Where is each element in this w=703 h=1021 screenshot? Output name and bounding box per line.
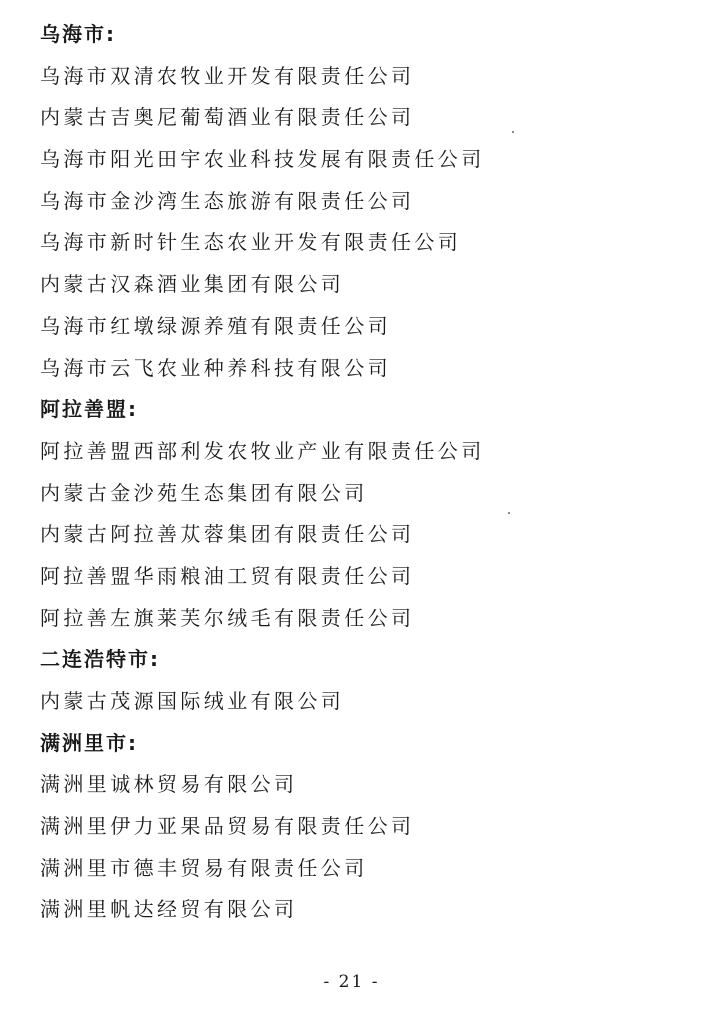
list-item: 内蒙古汉森酒业集团有限公司 [40, 272, 345, 297]
company-list [40, 14, 680, 931]
list-item: 乌海市云飞农业种养科技有限公司 [40, 355, 391, 380]
list-item: 阿拉善盟华雨粮油工贸有限责任公司 [40, 563, 415, 588]
list-item: 乌海市新时针生态农业开发有限责任公司 [40, 230, 462, 255]
list-item: 乌海市阳光田宇农业科技发展有限责任公司 [40, 147, 485, 172]
section-heading-manzhouli: 满洲里市: [40, 730, 138, 755]
list-item: 内蒙古吉奥尼葡萄酒业有限责任公司 [40, 105, 415, 130]
page-number: - 21 - [323, 972, 380, 992]
list-item: 阿拉善盟西部利发农牧业产业有限责任公司 [40, 438, 485, 463]
list-item: 阿拉善左旗莱芙尔绒毛有限责任公司 [40, 605, 415, 630]
scan-speck [508, 512, 510, 514]
list-item: 乌海市金沙湾生态旅游有限责任公司 [40, 188, 415, 213]
list-item: 内蒙古阿拉善苁蓉集团有限责任公司 [40, 522, 415, 547]
list-item: 内蒙古金沙苑生态集团有限公司 [40, 480, 368, 505]
list-item: 满洲里伊力亚果品贸易有限责任公司 [40, 814, 415, 839]
list-item: 满洲里诚林贸易有限公司 [40, 772, 298, 797]
list-item: 内蒙古茂源国际绒业有限公司 [40, 689, 345, 713]
list-item: 乌海市双清农牧业开发有限责任公司 [40, 63, 415, 88]
section-heading-wuhai: 乌海市: [40, 22, 116, 46]
section-heading-erenhot: 二连浩特市: [40, 647, 160, 672]
section-heading-alxa: 阿拉善盟: [40, 397, 138, 422]
list-item: 满洲里市德丰贸易有限责任公司 [40, 855, 368, 880]
list-item: 满洲里帆达经贸有限公司 [40, 897, 298, 922]
scan-speck [512, 131, 514, 133]
list-item: 乌海市红墩绿源养殖有限责任公司 [40, 313, 391, 338]
